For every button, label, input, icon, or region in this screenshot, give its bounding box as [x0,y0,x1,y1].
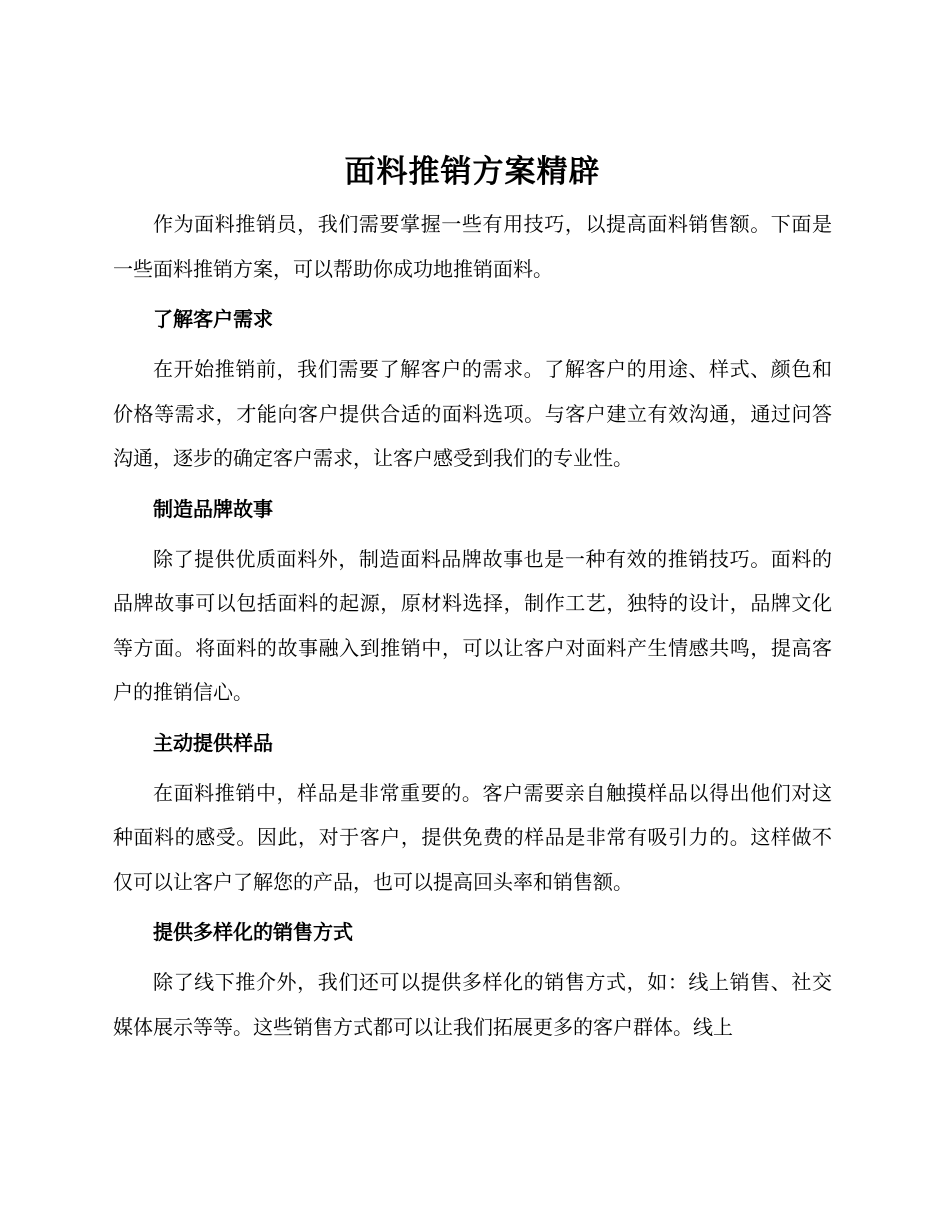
section-body-customer-needs: 在开始推销前，我们需要了解客户的需求。了解客户的用途、样式、颜色和价格等需求，才能向客户提供合适的面料选项。与客户建立有效沟通，通过问答沟通，逐步的确定客户需求，让客户感受到我们的专业性。 [113,357,832,470]
section-body-samples: 在面料推销中，样品是非常重要的。客户需要亲自触摸样品以得出他们对这种面料的感受。因此，对于客户，提供免费的样品是非常有吸引力的。这样做不仅可以让客户了解您的产品，也可以提高回头率和销售额。 [113,780,832,894]
section-heading-sales-channels: 提供多样化的销售方式 [153,920,353,944]
section-body-brand-story: 除了提供优质面料外，制造面料品牌故事也是一种有效的推销技巧。面料的品牌故事可以包括面料的起源，原材料选择，制作工艺，独特的设计，品牌文化等方面。将面料的故事融入到推销中，可以让客户对面料产生情感共鸣，提高客户的推销信心。 [113,546,832,704]
section-heading-samples: 主动提供样品 [153,730,273,755]
document-title: 面料推销方案精辟 [344,154,601,190]
section-heading-brand-story: 制造品牌故事 [153,496,273,521]
intro-paragraph: 作为面料推销员，我们需要掌握一些有用技巧，以提高面料销售额。下面是一些面料推销方案，可以帮助你成功地推销面料。 [113,212,832,281]
section-body-sales-channels: 除了线下推介外，我们还可以提供多样化的销售方式，如：线上销售、社交媒体展示等等。这些销售方式都可以让我们拓展更多的客户群体。线上 [113,970,832,1039]
section-heading-customer-needs: 了解客户需求 [153,307,273,331]
